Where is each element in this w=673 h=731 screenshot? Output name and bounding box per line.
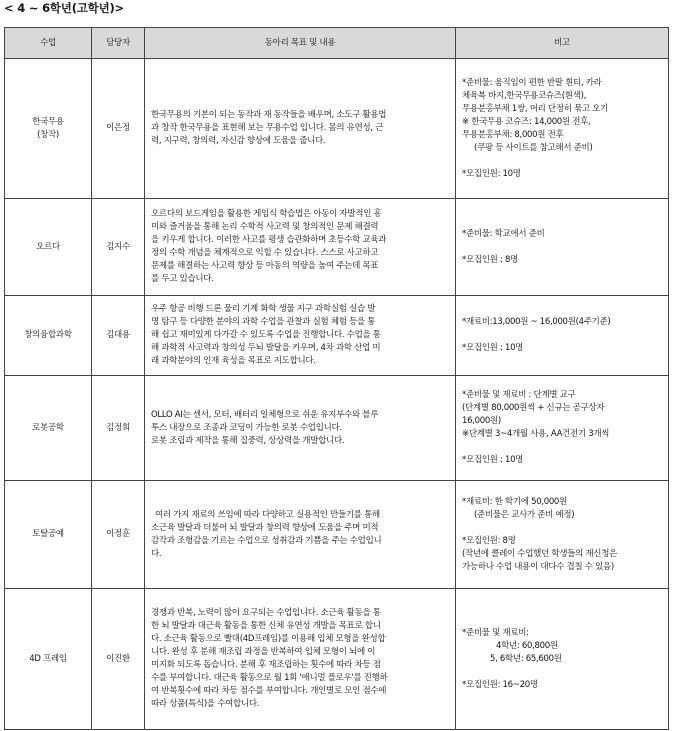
- header-content: 동아리 목표 및 내용: [145, 28, 456, 59]
- subject-cell: 토탈공예: [5, 481, 92, 589]
- note-cell: *준비물: 학교에서 준비 *모집인원 : 8명: [456, 199, 669, 296]
- subject-cell: 창의융합과학: [5, 296, 92, 376]
- note-cell: *재료비: 한 학기에 50,000원 (준비물은 교사가 준비 예정) *모집인원: 8명 (작년에 클레이 수업했던 학생들의 재신청은 가능하나 수업 내용이 대다수 겹칠 수 있음): [456, 481, 669, 589]
- teacher-cell: 김정희: [92, 376, 145, 481]
- teacher-cell: 이진환: [92, 589, 145, 730]
- note-cell: *준비물: 움직임이 편한 반팔 흰티, 카라 체육복 바지,한국무용코슈즈(흰색), 무용분홍부채 1쌍, 머리 단정히 묶고 오기 ※ 한국무용 코슈즈: 14,000원 전후, 무용분홍부채: 8,000원 전후 (쿠팡 등 사이트를 참고해서 준비) *모집인원: 10명: [456, 59, 669, 199]
- table-row: [5, 59, 669, 199]
- table-row: [5, 589, 669, 730]
- content-cell: 우주 항공 비행 드론 물리 기계 화학 생물 지구 과학실험 실습 발 명 탐구 등 다양한 분야의 과학 수업을 관찰과 실험 체험 등을 통 해 쉽고 재미있게 다가갈 수 있도록 수업을 진행합니다. 수업을 통 해 과학적 사고력과 창의성 두뇌 발달을 키우며, 4차 과학 산업 미 래 과학분야의 인재 육성을 목표로 지도합니다.: [145, 296, 456, 376]
- table-row: [5, 199, 669, 296]
- subject-cell: 로봇공학: [5, 376, 92, 481]
- content-cell: 한국무용의 기본이 되는 동작과 재 동작들을 배우며, 소도구 활용법 과 창작 한국무용을 표현해 보는 무용수업 입니다. 몸의 유연성, 근 력, 지구력, 창의력, 자신감 향상에 도움을 줍니다.: [145, 59, 456, 199]
- page-heading: < 4 ~ 6학년(고학년)>: [4, 1, 124, 15]
- table-header-row: [5, 28, 669, 59]
- header-teacher: 담당자: [92, 28, 145, 59]
- header-subject: 수업: [5, 28, 92, 59]
- content-cell: OLLO AI는 센서, 모터, 배터리 일체형으로 쉬운 유지부수와 블루 투스 내장으로 조종과 코딩이 가능한 로봇 수업입니다. 로봇 조립과 제작을 통해 집중력, 상상력을 개발합니다.: [145, 376, 456, 481]
- teacher-cell: 이은정: [92, 59, 145, 199]
- subject-cell: 오르다: [5, 199, 92, 296]
- subject-cell: 한국무용 (창작): [5, 59, 92, 199]
- header-note: 비고: [456, 28, 669, 59]
- note-cell: *준비물 및 재료비 : 단계별 교구 (단계별 80,000원씩 + 신규는 공구상자 16,000원) ※단계별 3~4개월 사용, AA건전기 3개씩 *모집인원 : 10명: [456, 376, 669, 481]
- content-cell: 경쟁과 반복, 노력이 많이 요구되는 수업입니다. 소근육 활동을 통 한 뇌 발달과 대근육 활동을 통한 신체 유연성 개발을 목표로 합니 다. 소근육 활동으로 빨대(4D프레임)를 이용해 입체 모형을 완성합 니다. 완성 후 분해 재조립 과정을 반복하여 입체 모형이 뇌에 이 미지화 되도록 돕습니다. 분해 후 재조립하는 횟수에 따라 차등 점 수를 부여합니다. 대근육 활동으로 월 1회 '애니멀 플로우'를 진행하 여 반복횟수에 따라 차등 점수를 부여합니다. 개인별로 모인 점수에 따라 상품(특식)을 수여합니다.: [145, 589, 456, 730]
- teacher-cell: 김지수: [92, 199, 145, 296]
- table-row: [5, 376, 669, 481]
- teacher-cell: 김대용: [92, 296, 145, 376]
- content-cell: 여러 가지 재료의 쓰임에 따라 다양하고 실용적인 만들기를 통해 소근육 발달과 더불어 뇌 발달과 창의력 향상에 도움을 주며 미적 감각과 조형감을 기르는 수업으로 성취감과 기쁨을 주는 수업입니 다.: [145, 481, 456, 589]
- note-cell: *준비물 및 재료비: 4학년: 60,800원 5, 6학년: 65,600원 *모집인원: 16~20명: [456, 589, 669, 730]
- club-table: [4, 27, 669, 730]
- subject-cell: 4D 프레임: [5, 589, 92, 730]
- teacher-cell: 이정훈: [92, 481, 145, 589]
- table-row: [5, 296, 669, 376]
- content-cell: 오르다의 보드게임을 활용한 게임식 학습법은 아동이 자발적인 흥 미와 즐거움을 통해 논리 수학적 사고력 및 창의적인 문제 해결력 을 키우게 합니다. 이러한 사고를 평생 습관화하며 초등수학 교육과 정의 수학 개념을 체계적으로 익힐 수 있습니다. 스스로 사고하고 문제를 해결하는 사고력 향상 등 아동의 역량을 높여 주는데 목표 를 두고 있습니다.: [145, 199, 456, 296]
- table-row: [5, 481, 669, 589]
- note-cell: *재료비:13,000원 ~ 16,000원(4주기준) *모집인원 : 10명: [456, 296, 669, 376]
